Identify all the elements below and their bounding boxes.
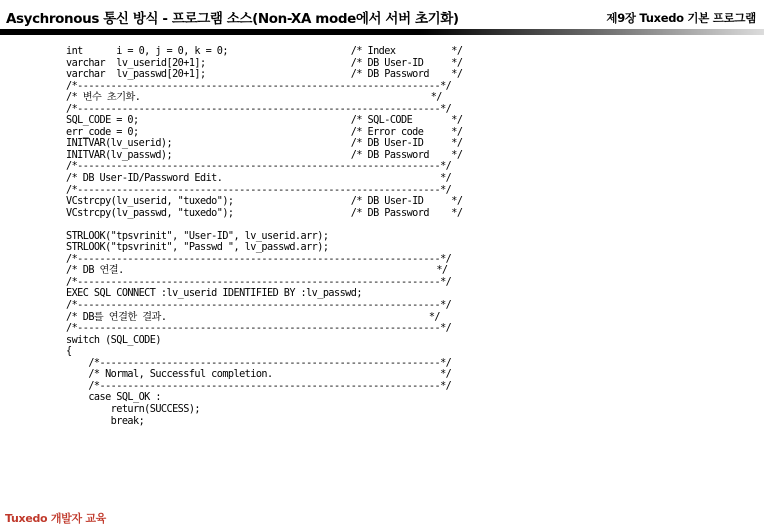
code-line: err_code = 0; /* Error code */ xyxy=(66,126,463,138)
code-line: /*-----------------------------------------------------------------*/ xyxy=(66,161,452,173)
code-line: return(SUCCESS); xyxy=(66,403,201,415)
code-line: /* DB 연결. */ xyxy=(66,265,448,277)
code-line: { xyxy=(66,346,72,358)
code-line: SQL_CODE = 0; /* SQL-CODE */ xyxy=(66,115,463,127)
code-line: /*-----------------------------------------------------------------*/ xyxy=(66,184,452,196)
code-line: /*-------------------------------------------------------------*/ xyxy=(66,380,452,392)
code-line: /* DB를 연결한 결과. */ xyxy=(66,311,441,323)
code-line: case SQL_OK : xyxy=(66,392,161,404)
code-line: varchar lv_userid[20+1]; /* DB User-ID */ xyxy=(66,57,463,69)
code-line: varchar lv_passwd[20+1]; /* DB Password */ xyxy=(66,69,463,81)
code-line: /*-----------------------------------------------------------------*/ xyxy=(66,80,452,92)
footer-label: Tuxedo 개발자 교육 xyxy=(5,512,107,525)
code-line: INITVAR(lv_passwd); /* DB Password */ xyxy=(66,149,463,161)
code-line xyxy=(66,219,462,231)
code-line: /*-------------------------------------------------------------*/ xyxy=(66,357,452,369)
code-line: switch (SQL_CODE) xyxy=(66,334,161,346)
code-line: /*-----------------------------------------------------------------*/ xyxy=(66,300,452,312)
code-line: /*-----------------------------------------------------------------*/ xyxy=(66,323,452,335)
code-line: INITVAR(lv_userid); /* DB User-ID */ xyxy=(66,138,463,150)
code-line: VCstrcpy(lv_passwd, "tuxedo"); /* DB Password */ xyxy=(66,207,463,219)
code-line: break; xyxy=(66,415,145,427)
header-divider xyxy=(0,29,764,35)
code-line: /*-----------------------------------------------------------------*/ xyxy=(66,253,452,265)
chapter-label: 제9장 Tuxedo 기본 프로그램 xyxy=(606,11,756,25)
code-line: /* Normal, Successful completion. */ xyxy=(66,369,452,381)
code-line: STRLOOK("tpsvrinit", "User-ID", lv_userid.arr); xyxy=(66,230,329,242)
code-line: int i = 0, j = 0, k = 0; /* Index */ xyxy=(66,46,463,57)
code-line: /* 변수 초기화. */ xyxy=(66,92,442,104)
page-title: Asychronous 통신 방식 - 프로그램 소스(Non-XA mode에서 서버 초기화) xyxy=(6,11,459,27)
code-line: /*-----------------------------------------------------------------*/ xyxy=(66,103,452,115)
code-listing xyxy=(66,46,462,427)
code-line: /*-----------------------------------------------------------------*/ xyxy=(66,276,452,288)
code-line: STRLOOK("tpsvrinit", "Passwd ", lv_passwd.arr); xyxy=(66,242,329,254)
code-line: EXEC SQL CONNECT :lv_userid IDENTIFIED BY :lv_passwd; xyxy=(66,288,362,300)
code-line: VCstrcpy(lv_userid, "tuxedo"); /* DB User-ID */ xyxy=(66,196,463,208)
code-line: /* DB User-ID/Password Edit. */ xyxy=(66,173,452,185)
